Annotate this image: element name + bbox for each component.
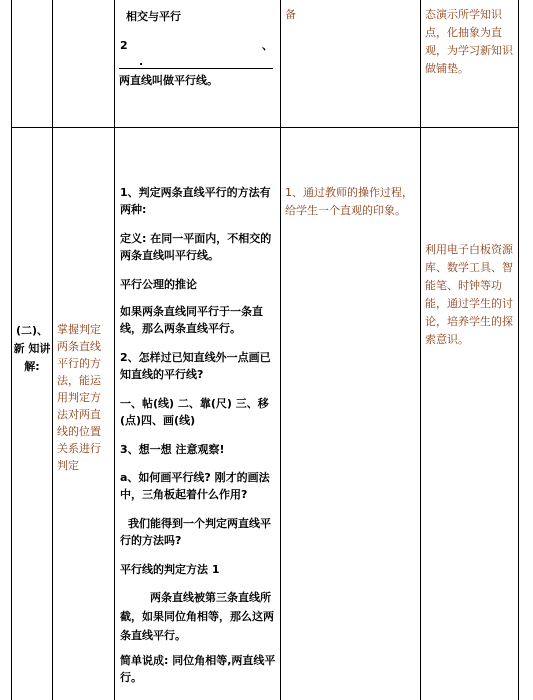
column-divider-4 [420,0,421,700]
content-p6: 一、帖(线) 二、靠(尺) 三、移(点)四、画(线) [120,397,269,427]
content-definition: 两直线叫做平行线。 [119,74,218,87]
purpose-text-new: 利用电子白板资源库、数学工具、智能笔、时钟等功能，通过学生的讨论，培养学生的探索意识。 [425,243,513,346]
content-p10: 平行线的判定方法 1 [120,563,220,576]
stage-label: (二)、新 知讲解: [13,324,51,373]
table-border-right [518,0,519,700]
content-p2: 定义: 在同一平面内，不相交的两条直线叫平行线。 [120,232,272,262]
column-divider-2 [114,0,115,700]
row-divider [11,127,519,128]
content-p8: a、如何画平行线? 刚才的画法中，三角板起着什么作用? [120,471,270,501]
activity-text-top: 备 [285,8,296,21]
content-p9: 我们能得到一个判定两直线平行的方法吗? [120,517,271,547]
column-divider-1 [52,0,53,700]
content-line-dot: . [139,55,144,68]
content-p5: 2、怎样过已知直线外一点画已知直线的平行线? [120,351,271,381]
column-divider-3 [280,0,281,700]
content-line-mark: 、 [262,39,273,52]
content-p7: 3、想一想 注意观察! [120,443,225,456]
activity-text-new: 1、通过教师的操作过程，给学生一个直观的印象。 [285,186,413,217]
learning-goal: 掌握判定两条直线平行的方法，能运用判定方法对两直线的位置关系进行判定 [57,323,101,472]
purpose-text-top: 态演示所学知识点，化抽象为直观，为学习新知识做铺垫。 [425,8,513,75]
table-border-left [11,0,12,700]
content-title: 相交与平行 [126,10,181,23]
content-line-number: 2 [120,39,128,52]
content-p12: 简单说成: 同位角相等,两直线平行。 [120,654,276,684]
content-p1: 1、判定两条直线平行的方法有两种: [120,186,271,216]
content-p4: 如果两条直线同平行于一条直线，那么两条直线平行。 [120,305,263,335]
content-p11: 两条直线被第三条直线所截，如果同位角相等，那么这两条直线平行。 [120,591,274,642]
content-p3: 平行公理的推论 [120,278,197,291]
